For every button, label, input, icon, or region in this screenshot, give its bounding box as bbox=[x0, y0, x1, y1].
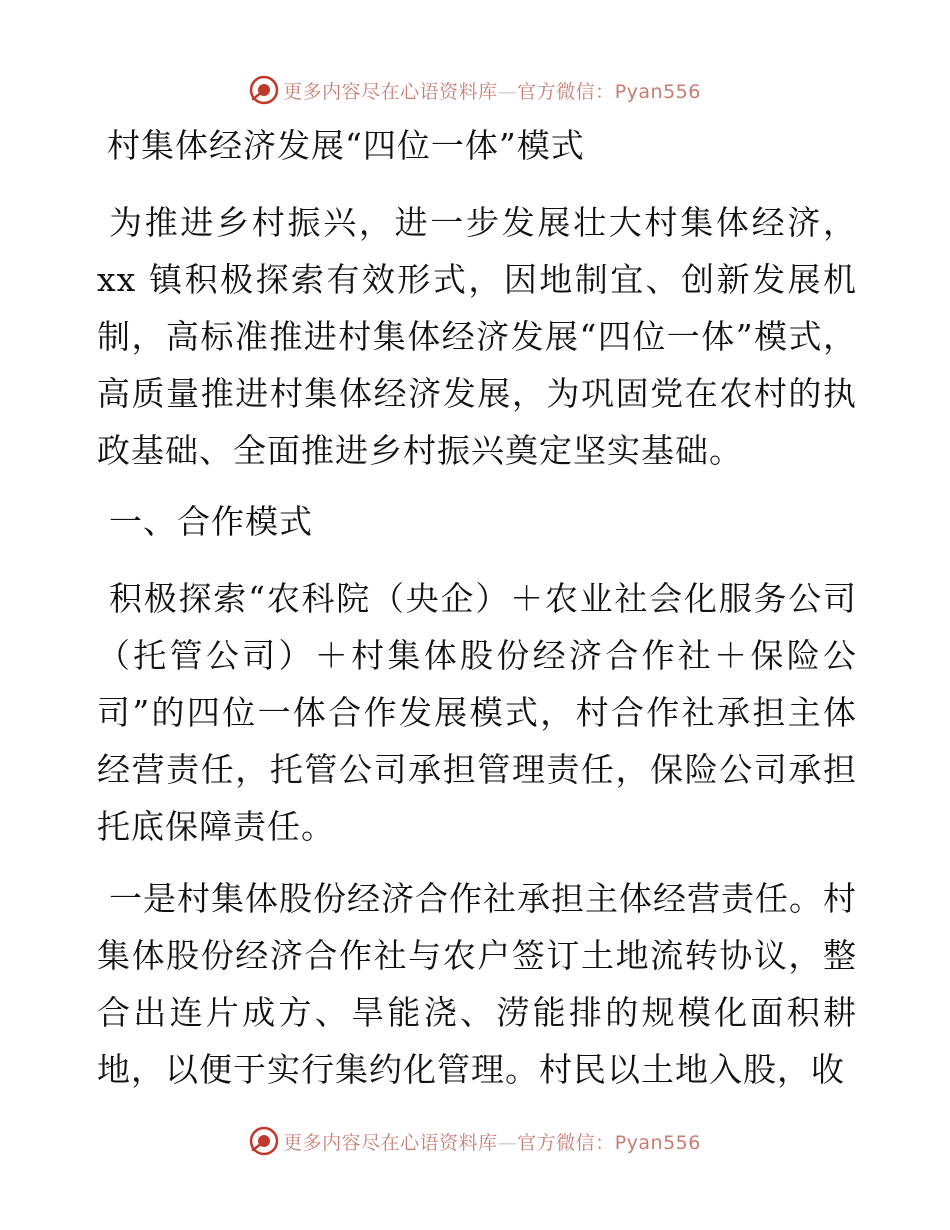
section-heading-cooperation-mode: 一、合作模式 bbox=[109, 502, 313, 541]
document-title: 村集体经济发展“四位一体”模式 bbox=[107, 126, 585, 165]
header-banner bbox=[0, 70, 950, 110]
brand-logo-icon bbox=[249, 75, 279, 105]
brand-logo-icon bbox=[249, 1126, 279, 1156]
document-body bbox=[97, 118, 857, 1113]
footer-banner-text: 更多内容尽在心语资料库—官方微信：Pyan556 bbox=[283, 1131, 701, 1154]
cooperation-mode-paragraph: 积极探索“农科院（央企）＋农业社会化服务公司（托管公司）＋村集体股份经济合作社＋保险公司”的四位一体合作发展模式，村合作社承担主体经营责任，托管公司承担管理责任，保险公司承担托底保障责任。 bbox=[97, 579, 857, 846]
footer-banner bbox=[0, 1121, 950, 1161]
intro-paragraph: 为推进乡村振兴，进一步发展壮大村集体经济，xx 镇积极探索有效形式，因地制宜、创新发展机制，高标准推进村集体经济发展“四位一体”模式，高质量推进村集体经济发展，为巩固党在农村的执政基础、全面推进乡村振兴奠定坚实基础。 bbox=[97, 203, 857, 470]
point-one-paragraph: 一是村集体股份经济合作社承担主体经营责任。村集体股份经济合作社与农户签订土地流转协议，整合出连片成方、旱能浇、涝能排的规模化面积耕地，以便于实行集约化管理。村民以土地入股，收 bbox=[97, 879, 857, 1089]
header-banner-text: 更多内容尽在心语资料库—官方微信：Pyan556 bbox=[283, 80, 701, 103]
